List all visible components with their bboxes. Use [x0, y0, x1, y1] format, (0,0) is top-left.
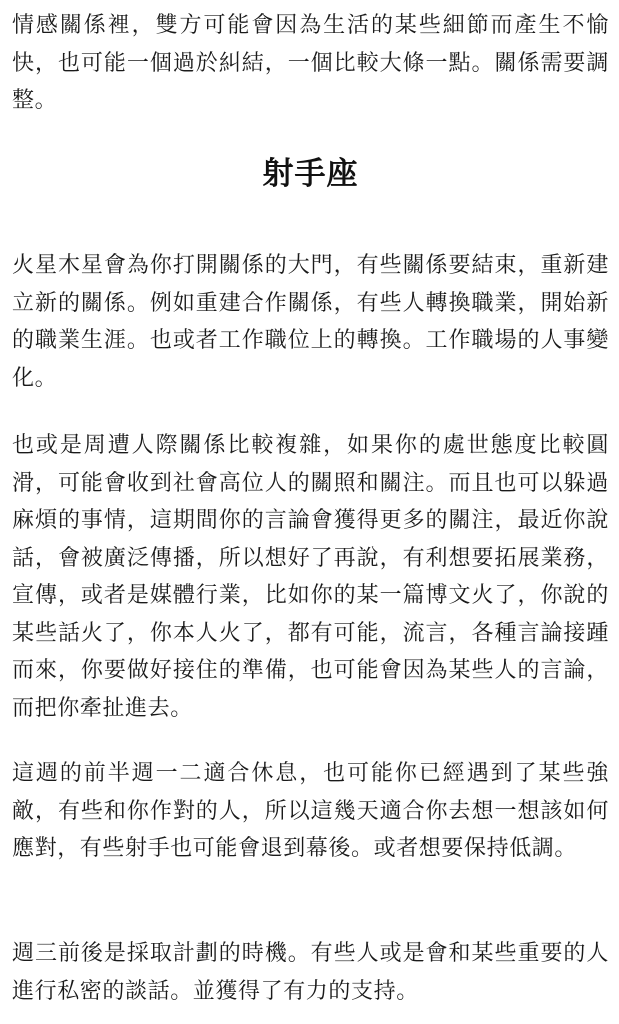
paragraph-2: 也或是周遭人際關係比較複雜，如果你的處世態度比較圓滑，可能會收到社會高位人的關照和關注。而且也可以躲過麻煩的事情，這期間你的言論會獲得更多的關注，最近你說話，會被廣泛傳播，所以想好了再說，有利想要拓展業務，宣傳，或者是媒體行業，比如你的某一篇博文火了，你說的某些話火了，你本人火了，都有可能，流言，各種言論接踵而來，你要做好接住的準備，也可能會因為某些人的言論，而把你牽扯進去。	[12, 433, 609, 721]
section-heading-sagittarius: 射手座	[262, 156, 359, 192]
paragraph-3: 這週的前半週一二適合休息，也可能你已經遇到了某些強敵，有些和你作對的人，所以這幾天適合你去想一想該如何應對，有些射手也可能會退到幕後。或者想要保持低調。	[12, 761, 609, 861]
intro-paragraph: 情感關係裡，雙方可能會因為生活的某些細節而產生不愉快，也可能一個過於糾結，一個比較大條一點。關係需要調整。	[12, 13, 609, 113]
paragraph-1: 火星木星會為你打開關係的大門，有些關係要結束，重新建立新的關係。例如重建合作關係，有些人轉換職業，開始新的職業生涯。也或者工作職位上的轉換。工作職場的人事變化。	[12, 253, 609, 391]
paragraph-4: 週三前後是採取計劃的時機。有些人或是會和某些重要的人進行私密的談話。並獲得了有力的支持。	[12, 941, 609, 1004]
